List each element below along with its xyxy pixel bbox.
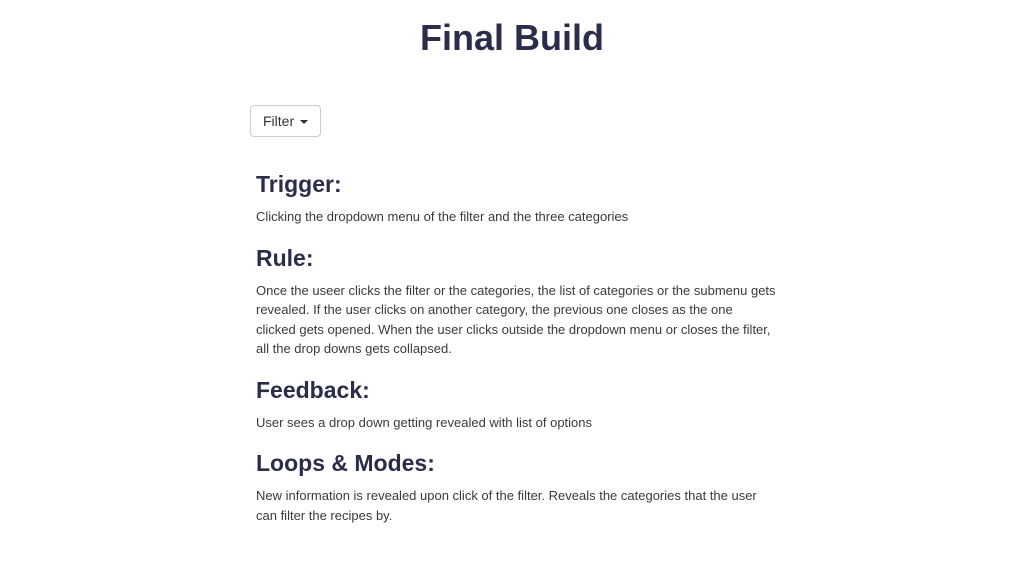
feedback-section	[256, 376, 776, 433]
filter-button-label: Filter	[263, 113, 295, 129]
rule-heading: Rule:	[256, 244, 314, 271]
trigger-heading: Trigger:	[256, 171, 342, 197]
trigger-text: Clicking the dropdown menu of the filter and the three categories	[256, 209, 629, 224]
rule-text: Once the useer clicks the filter or the categories, the list of categories or the submenu gets revealed. If the user clicks on another category, the previous one closes as the one clicked gets opened. When the user clicks outside the dropdown menu or closes the filter, all the drop downs gets collapsed.	[256, 282, 776, 356]
filter-dropdown-button[interactable]	[250, 105, 321, 137]
rule-section	[256, 244, 776, 359]
caret-down-icon	[300, 120, 308, 124]
loops-modes-text: New information is revealed upon click of the filter. Reveals the categories that the user can filter the recipes by.	[256, 488, 757, 523]
feedback-text: User sees a drop down getting revealed with list of options	[256, 414, 593, 430]
loops-modes-section	[256, 449, 776, 525]
page-title: Final Build	[420, 17, 604, 58]
trigger-section	[256, 170, 776, 227]
feedback-heading: Feedback:	[256, 376, 370, 403]
loops-modes-heading: Loops & Modes:	[256, 450, 435, 476]
description-content	[256, 170, 776, 542]
